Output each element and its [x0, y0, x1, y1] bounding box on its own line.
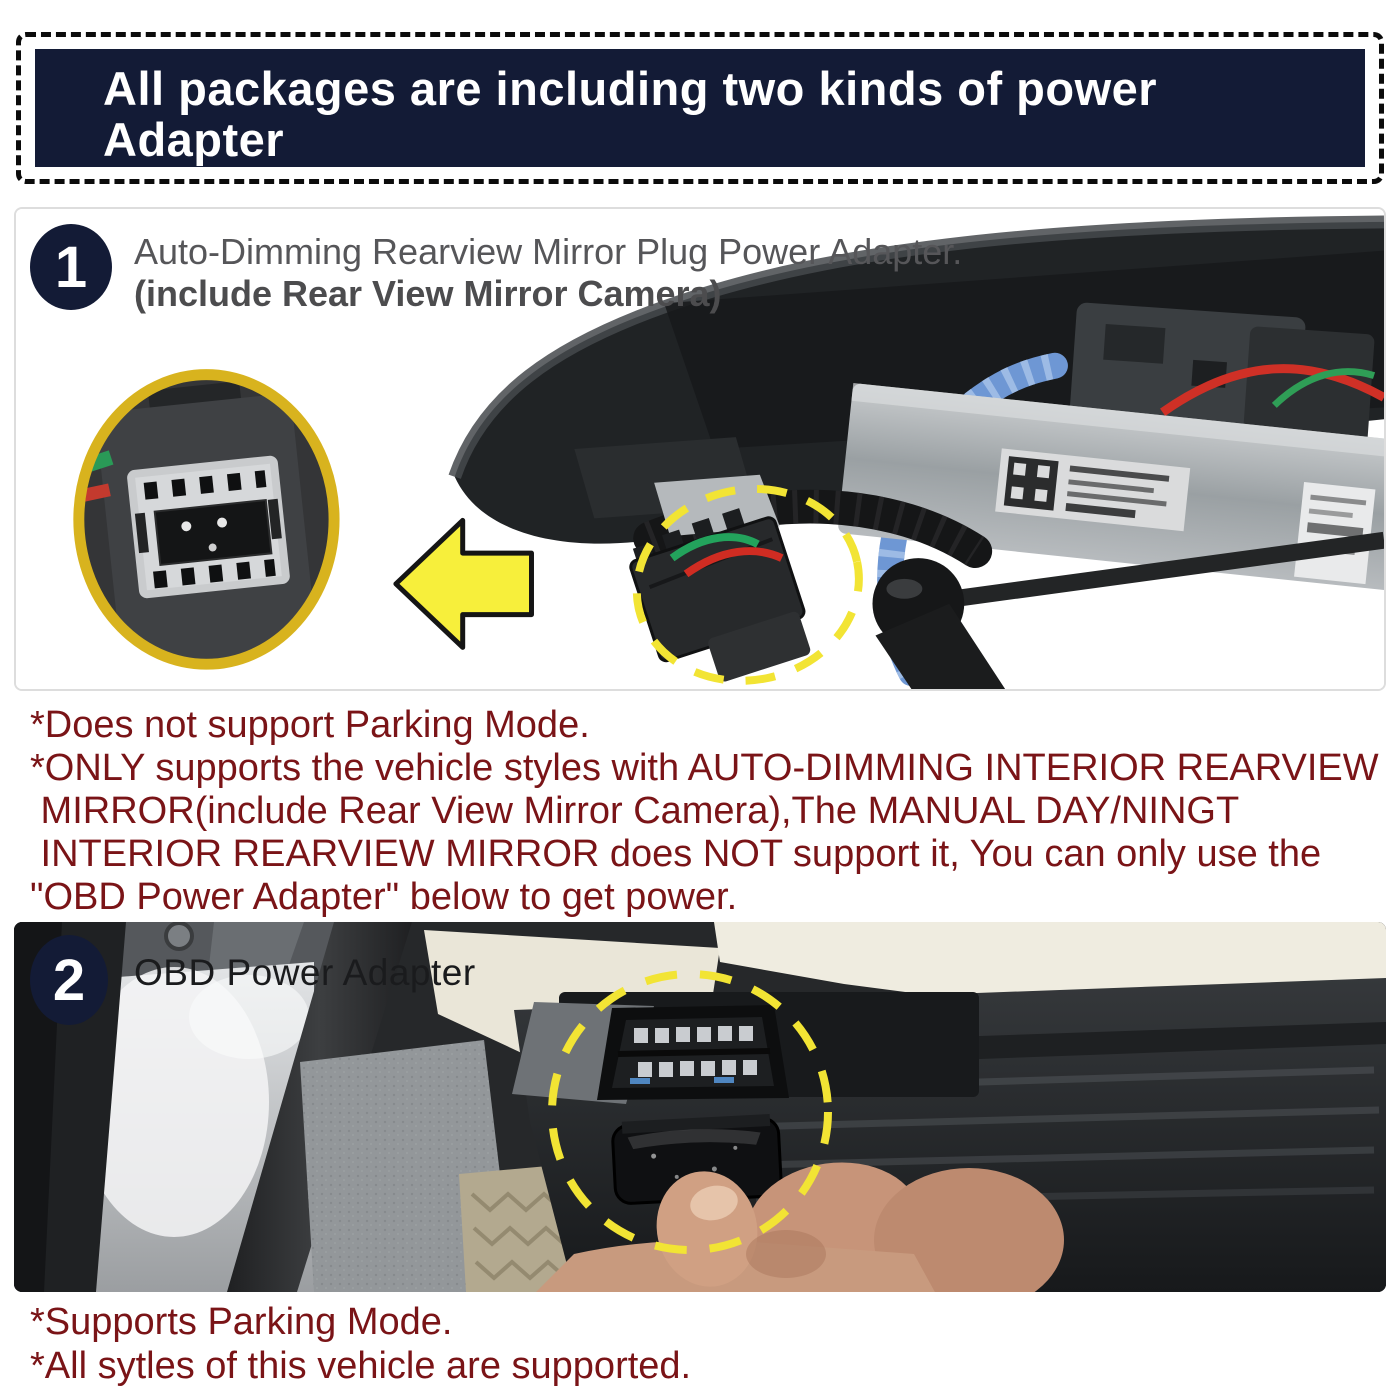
- banner-title-line-2: Adapter: [103, 113, 285, 166]
- step-1-badge: [30, 224, 112, 310]
- header-banner-box: [35, 49, 1365, 167]
- note-line: *Does not support Parking Mode.: [30, 704, 590, 746]
- step-1-title: [134, 231, 962, 315]
- note-line: *ONLY supports the vehicle styles with AUTO-DIMMING INTERIOR REARVIEW: [30, 747, 1379, 789]
- step-1-title-line-1: Auto-Dimming Rearview Mirror Plug Power Adapter.: [134, 231, 963, 272]
- step-2-number: 2: [52, 947, 86, 1013]
- step-1-title-line-2: (include Rear View Mirror Camera): [134, 273, 722, 314]
- step-2-title: OBD Power Adapter: [134, 952, 476, 993]
- banner-title-line-1: All packages are including two kinds of power: [103, 62, 1158, 115]
- step-2-badge: [30, 935, 108, 1025]
- note-line: *All sytles of this vehicle are supported.: [30, 1345, 692, 1387]
- step-2-notes: [30, 1300, 691, 1388]
- step-2-photo: [14, 922, 1386, 1292]
- step-1-notes: [30, 704, 1379, 919]
- barcode-sticker: [1294, 482, 1375, 584]
- note-line: "OBD Power Adapter" below to get power.: [30, 876, 738, 918]
- step-1-card: [14, 207, 1386, 691]
- note-line: *Supports Parking Mode.: [30, 1301, 453, 1343]
- header-banner: [16, 32, 1384, 184]
- step-1-number: 1: [54, 234, 88, 300]
- note-line: INTERIOR REARVIEW MIRROR does NOT support it, You can only use the: [30, 833, 1322, 875]
- note-line: MIRROR(include Rear View Mirror Camera),The MANUAL DAY/NINGT: [30, 790, 1240, 832]
- hinge-bolt: [166, 923, 192, 949]
- obd-port: [597, 1005, 789, 1100]
